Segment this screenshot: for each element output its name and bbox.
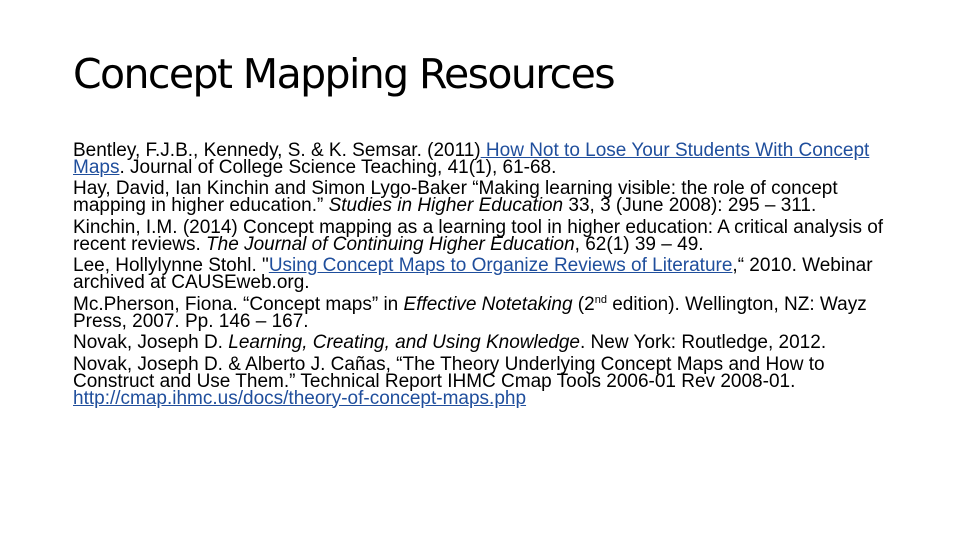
reference-item-kinchin xyxy=(73,216,903,255)
reference-text: (2 xyxy=(572,293,595,315)
reference-item-novak-canas xyxy=(73,354,903,409)
reference-item-hay xyxy=(73,178,903,217)
reference-list xyxy=(73,140,903,412)
reference-text: . New York: Routledge, 2012. xyxy=(579,332,827,354)
reference-text: , 62(1) 39 – 49. xyxy=(574,233,704,255)
reference-superscript: nd xyxy=(594,293,607,306)
reference-text: Mc.Pherson, Fiona. “Concept maps” in xyxy=(73,293,404,315)
reference-text: Kinchin, I.M. (2014) Concept mapping as a learning tool in higher education: A critical analysis of recent reviews. xyxy=(73,216,884,255)
reference-journal-title: Studies in Higher Education xyxy=(328,195,564,217)
reference-text: . Journal of College Science Teaching, 41(1), 61-68. xyxy=(119,156,557,178)
reference-text: Hay, David, Ian Kinchin and Simon Lygo-Baker “Making learning visible: the role of concept mapping in higher education.” xyxy=(73,178,838,217)
reference-item-mcpherson xyxy=(73,293,903,332)
reference-text: Bentley, F.J.B., Kennedy, S. & K. Semsar. (2011) xyxy=(73,140,481,161)
reference-link-how-not-to-lose[interactable]: How Not to Lose Your Students With Concept Maps xyxy=(73,140,870,178)
reference-text: Novak, Joseph D. xyxy=(73,332,229,354)
reference-item-bentley xyxy=(73,140,903,178)
reference-book-title: Effective Notetaking xyxy=(403,293,573,315)
reference-journal-title: The Journal of Continuing Higher Education xyxy=(206,233,575,255)
reference-text: edition). Wellington, NZ: Wayz Press, 2007. Pp. 146 – 167. xyxy=(73,293,867,332)
reference-text: ,“ 2010. Webinar archived at CAUSEweb.org. xyxy=(73,255,873,294)
reference-text: Novak, Joseph D. & Alberto J. Cañas, “The Theory Underlying Concept Maps and How to Construct and Use Them.” Technical Report IHMC Cmap Tools 2006-01 Rev 2008-01. xyxy=(73,354,825,392)
reference-item-lee xyxy=(73,255,903,294)
reference-book-title: Learning, Creating, and Using Knowledge xyxy=(228,332,580,354)
reference-link-using-concept-maps[interactable]: Using Concept Maps to Organize Reviews of Literature xyxy=(268,255,733,277)
reference-item-novak-2012 xyxy=(73,332,903,354)
reference-link-cmap-url[interactable]: http://cmap.ihmc.us/docs/theory-of-concept-maps.php xyxy=(73,387,527,409)
reference-text: 33, 3 (June 2008): 295 – 311. xyxy=(563,195,817,217)
page-title: Concept Mapping Resources xyxy=(73,50,614,98)
reference-text: Lee, Hollylynne Stohl. " xyxy=(73,255,269,277)
